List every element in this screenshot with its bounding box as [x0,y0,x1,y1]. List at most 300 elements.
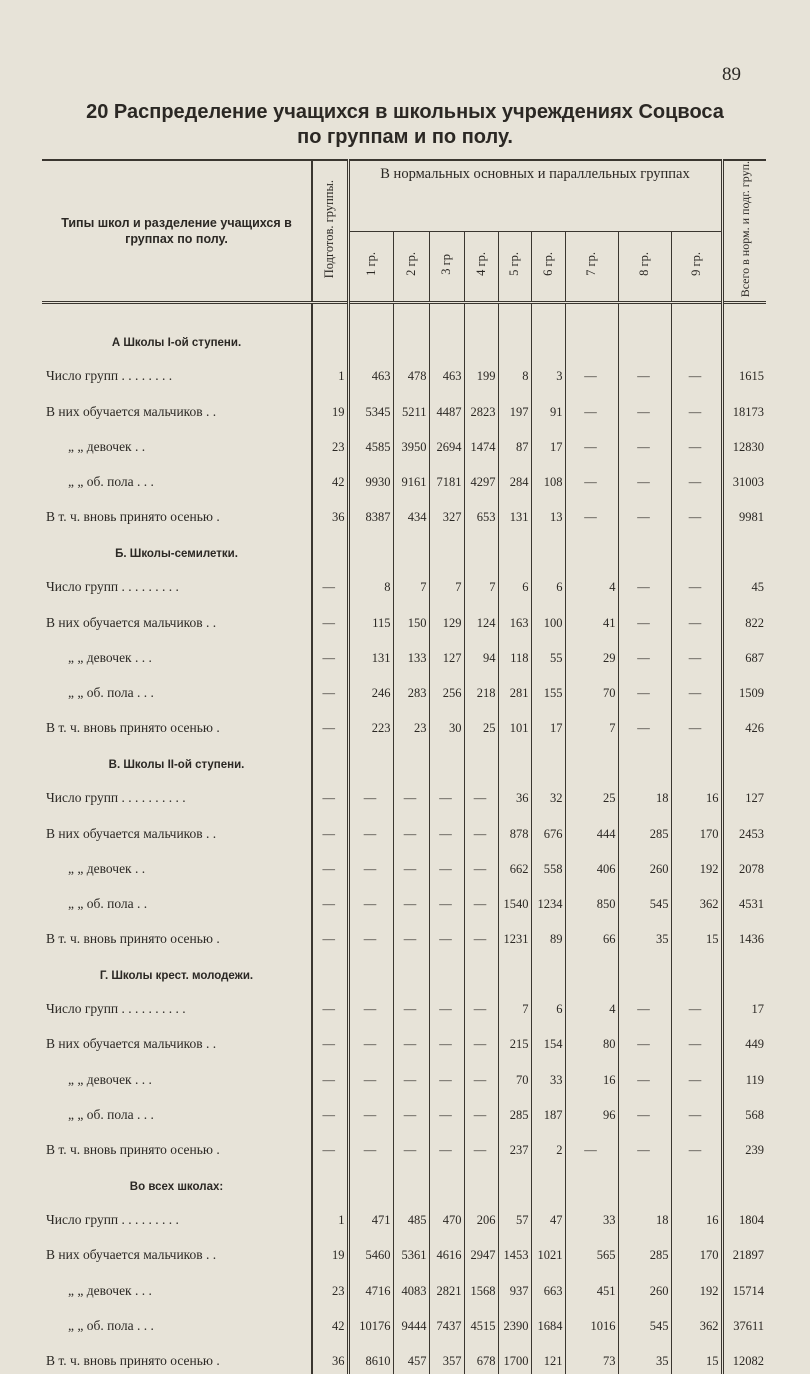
title-line-2: по группам и по полу. [297,126,513,148]
table-cell: 73 [565,1339,618,1374]
table-cell: 42 [312,1304,348,1339]
table-cell: 155 [531,671,565,706]
row-label-text: В них обучается мальчиков . . [46,1036,217,1052]
header-total-label: Всего в норм. и подг. груп. [737,161,752,298]
table-cell: 1804 [739,1213,765,1228]
table-cell: — [393,1022,429,1057]
table-cell: 8387 [348,495,393,530]
table-cell: 30 [429,706,464,741]
row-label-text: Число групп . . . . . . . . . . [46,1001,186,1017]
table-cell: 35 [618,1339,671,1374]
row-label-text: В т. ч. вновь принято осенью . [46,1142,220,1158]
row-label-text: „ „ об. пола . . . [68,1317,154,1333]
table-cell: 678 [464,1339,498,1374]
row-label [42,1022,312,1057]
row-label-text: „ „ девочек . . [68,860,146,876]
table-cell: — [429,1128,464,1163]
table-cell: 565 [565,1233,618,1268]
table-cell: 192 [671,847,722,882]
table-cell: — [348,811,393,846]
table-cell: 70 [565,671,618,706]
table-cell: — [671,1093,722,1128]
table-cell: 124 [464,600,498,635]
table-cell: — [393,1057,429,1092]
table-cell: 1509 [739,685,765,700]
table-cell: 850 [565,882,618,917]
table-cell: 676 [531,811,565,846]
table-cell: 6 [531,565,565,600]
section-title: Во всех школах: [42,1163,312,1198]
header-grade-label: 3 гр [439,254,453,275]
table-cell: — [671,565,722,600]
row-label-text: „ „ девочек . . [68,438,146,454]
table-cell: — [312,1057,348,1092]
row-label [42,1339,312,1374]
row-label [42,600,312,635]
header-grade-3 [429,231,464,303]
table-cell: 10176 [348,1304,393,1339]
table-cell: 2694 [429,425,464,460]
header-grade-1 [348,231,393,303]
header-grade-label: 7 гр. [584,252,598,277]
table-cell: 55 [531,636,565,671]
table-cell: — [393,847,429,882]
table-cell: 37611 [733,1318,765,1333]
table-cell: 4531 [739,896,765,911]
header-grade-label: 2 гр. [403,252,418,277]
table-cell: — [429,1022,464,1057]
row-label-text: В т. ч. вновь принято осенью . [46,720,220,736]
table-cell: 653 [464,495,498,530]
table-cell: 239 [745,1143,765,1158]
table-cell: 1436 [739,932,765,947]
table-cell: — [671,389,722,424]
table-cell: — [618,1057,671,1092]
table-cell: 1540 [498,882,531,917]
row-label [42,354,312,389]
table-cell: 31003 [732,475,765,490]
table-cell: 223 [348,706,393,741]
table-cell: 1568 [464,1268,498,1303]
row-label-text: „ „ девочек . . . [68,1282,152,1298]
table-cell: 66 [565,917,618,952]
table-cell: — [464,987,498,1022]
row-label [42,425,312,460]
table-cell: 4 [565,987,618,1022]
table-cell: 285 [618,811,671,846]
table-cell: 4616 [429,1233,464,1268]
table-cell: 163 [498,600,531,635]
table-cell: — [393,1128,429,1163]
table-cell: — [671,671,722,706]
row-label [42,671,312,706]
header-grade-4 [464,231,498,303]
table-cell: 7 [464,565,498,600]
table-cell: — [618,460,671,495]
row-label [42,1057,312,1092]
table-cell: 133 [393,636,429,671]
table-cell: 3 [531,354,565,389]
row-label-text: „ „ об. пола . . . [68,1106,154,1122]
table-cell: 94 [464,636,498,671]
table-row [42,1339,766,1374]
row-label [42,987,312,1022]
row-label-text: „ „ девочек . . . [68,1071,152,1087]
table-cell: — [618,565,671,600]
table-cell: — [429,847,464,882]
table-cell: 70 [498,1057,531,1092]
row-label-text: В них обучается мальчиков . . [46,403,217,419]
table-cell: — [312,671,348,706]
row-label-text: Число групп . . . . . . . . . . [46,790,186,806]
table-cell: 8 [348,565,393,600]
table-cell: 197 [498,389,531,424]
table-row [42,882,766,917]
table-cell: — [671,1057,722,1092]
table-cell: 470 [429,1198,464,1233]
table-cell: 118 [498,636,531,671]
table-cell: — [618,671,671,706]
table-cell: — [429,882,464,917]
table-cell: — [429,917,464,952]
header-prep [312,160,348,303]
table-cell: 108 [531,460,565,495]
row-label [42,460,312,495]
table-cell: 9444 [393,1304,429,1339]
table-cell: 12082 [732,1353,765,1368]
row-label-text: „ „ об. пола . . . [68,474,154,490]
table-cell: — [348,1093,393,1128]
table-cell: — [618,706,671,741]
table-row [42,636,766,671]
row-label [42,917,312,952]
table-cell: 2078 [739,861,765,876]
table-cell: 23 [312,425,348,460]
table-cell: 4083 [393,1268,429,1303]
section-title: В. Школы II-ой ступени. [42,741,312,776]
table-row [42,1233,766,1268]
table-cell: — [464,847,498,882]
table-cell: 215 [498,1022,531,1057]
table-cell: 663 [531,1268,565,1303]
table-cell: 2453 [739,826,765,841]
table-cell: — [565,1128,618,1163]
title-line-1: 20 Распределение учащихся в школьных учреждениях Соцвоса [86,101,724,123]
table-cell: 281 [498,671,531,706]
table-cell: 1474 [464,425,498,460]
table-cell: 1684 [531,1304,565,1339]
row-label-text: В них обучается мальчиков . . [46,1247,217,1263]
table-cell: 662 [498,847,531,882]
header-normal-groups: В нормальных основных и параллельных группах [348,160,722,231]
table-cell: 260 [618,1268,671,1303]
table-cell: 170 [671,811,722,846]
table-cell: 36 [312,495,348,530]
table-cell: — [671,636,722,671]
table-cell: — [393,776,429,811]
table-cell: 457 [393,1339,429,1374]
table-row [42,1022,766,1057]
table-cell: — [618,389,671,424]
table-cell: 4585 [348,425,393,460]
table-cell: 237 [498,1128,531,1163]
table-cell: 35 [618,917,671,952]
table-cell: — [312,600,348,635]
table-cell: 119 [745,1072,765,1087]
table-cell: 100 [531,600,565,635]
row-label-text: В т. ч. вновь принято осенью . [46,1352,220,1368]
table-cell: 17 [751,1002,765,1017]
section-title: А Школы I-ой ступени. [42,319,312,354]
table-cell: 284 [498,460,531,495]
table-cell: 545 [618,882,671,917]
table-cell: 18 [618,776,671,811]
table-cell: — [565,460,618,495]
table-cell: 2823 [464,389,498,424]
row-label [42,1198,312,1233]
table-cell: 822 [745,615,765,630]
table-cell: 199 [464,354,498,389]
row-label [42,776,312,811]
table-cell: 8 [498,354,531,389]
table-cell: 937 [498,1268,531,1303]
section-header-row [42,530,766,565]
table-cell: — [565,354,618,389]
table-cell: 4297 [464,460,498,495]
header-grade-label: 8 гр. [637,252,651,277]
row-label [42,565,312,600]
table-cell: — [429,811,464,846]
table-cell: — [464,917,498,952]
table-cell: 36 [312,1339,348,1374]
table-cell: 285 [618,1233,671,1268]
table-row [42,706,766,741]
table-cell: 327 [429,495,464,530]
table-cell: 6 [498,565,531,600]
table-cell: 558 [531,847,565,882]
table-cell: — [618,1128,671,1163]
row-label-text: В них обучается мальчиков . . [46,825,217,841]
row-label [42,1304,312,1339]
row-label [42,706,312,741]
table-cell: — [618,1022,671,1057]
header-types: Типы школ и разделение учащихся в группах по полу. [42,160,312,303]
table-cell: — [671,354,722,389]
header-grade-6 [531,231,565,303]
table-cell: — [464,811,498,846]
row-label [42,1128,312,1163]
table-row [42,600,766,635]
table-cell: 1700 [498,1339,531,1374]
section-header-row [42,1163,766,1198]
table-cell: 406 [565,847,618,882]
table-cell: — [348,917,393,952]
table-cell: 7181 [429,460,464,495]
table-cell: 2 [531,1128,565,1163]
table-cell: 131 [348,636,393,671]
table-cell: 87 [498,425,531,460]
table-row [42,389,766,424]
table-cell: — [312,1022,348,1057]
section-title: Б. Школы-семилетки. [42,530,312,565]
table-cell: 16 [565,1057,618,1092]
table-cell: 206 [464,1198,498,1233]
table-cell: 9981 [739,510,765,525]
table-cell: — [671,600,722,635]
table-cell: 121 [531,1339,565,1374]
table-cell: 463 [348,354,393,389]
header-grade-label: 5 гр. [507,252,521,277]
row-label-text: Число групп . . . . . . . . . [46,1212,179,1228]
table-row [42,811,766,846]
table-cell: — [312,847,348,882]
table-cell: 7 [565,706,618,741]
table-row [42,776,766,811]
header-grade-2 [393,231,429,303]
table-cell: — [618,636,671,671]
table-cell: — [671,460,722,495]
table-cell: — [393,811,429,846]
statistics-table [42,159,766,1374]
table-cell: 127 [745,791,765,806]
table-cell: 57 [498,1198,531,1233]
table-cell: 4716 [348,1268,393,1303]
table-cell: — [464,882,498,917]
table-cell: — [618,1093,671,1128]
table-cell: 42 [312,460,348,495]
table-cell: — [348,1057,393,1092]
table-cell: 89 [531,917,565,952]
table-cell: 1 [312,1198,348,1233]
table-cell: — [618,495,671,530]
table-cell: — [312,882,348,917]
table-cell: — [348,987,393,1022]
row-label [42,847,312,882]
table-cell: 170 [671,1233,722,1268]
table-row [42,1304,766,1339]
table-cell: 15 [671,917,722,952]
table-cell: 23 [312,1268,348,1303]
table-cell: — [464,776,498,811]
table-row [42,354,766,389]
table-cell: — [312,987,348,1022]
table-cell: 21897 [732,1248,765,1263]
table-cell: 246 [348,671,393,706]
table-cell: 154 [531,1022,565,1057]
table-cell: 25 [565,776,618,811]
table-cell: 878 [498,811,531,846]
row-label-text: „ „ девочек . . . [68,649,152,665]
table-cell: — [429,987,464,1022]
table-cell: — [671,987,722,1022]
table-cell: 7 [429,565,464,600]
table-cell: — [464,1128,498,1163]
table-cell: 256 [429,671,464,706]
table-cell: 33 [565,1198,618,1233]
table-cell: — [312,776,348,811]
table-cell: — [618,987,671,1022]
table-row [42,460,766,495]
table-row [42,1128,766,1163]
row-label-text: Число групп . . . . . . . . . [46,579,179,595]
section-header-row [42,952,766,987]
header-grade-label: 1 гр. [363,252,378,277]
table-cell: 9930 [348,460,393,495]
header-grade-5 [498,231,531,303]
table-cell: — [429,1093,464,1128]
table-cell: 9161 [393,460,429,495]
table-cell: — [348,1022,393,1057]
table-cell: 12830 [732,439,765,454]
table-cell: 218 [464,671,498,706]
table-cell: — [393,987,429,1022]
table-cell: 18 [618,1198,671,1233]
table-cell: — [348,882,393,917]
table-cell: 451 [565,1268,618,1303]
table-cell: 478 [393,354,429,389]
table-cell: — [618,354,671,389]
table-cell: 485 [393,1198,429,1233]
table-cell: 17 [531,425,565,460]
header-prep-label: Подготов. группы. [322,180,337,279]
table-cell: 3950 [393,425,429,460]
table-cell: 2390 [498,1304,531,1339]
header-grade-label: 4 гр. [473,252,488,277]
table-cell: 285 [498,1093,531,1128]
row-label [42,1233,312,1268]
table-cell: 45 [751,580,765,595]
row-label-text: „ „ об. пола . . . [68,684,154,700]
table-row [42,1057,766,1092]
row-label [42,1093,312,1128]
table-cell: 127 [429,636,464,671]
table-cell: 449 [745,1037,765,1052]
table-cell: 444 [565,811,618,846]
table-cell: 434 [393,495,429,530]
table-cell: 96 [565,1093,618,1128]
table-cell: — [565,425,618,460]
row-label-text: В т. ч. вновь принято осенью . [46,931,220,947]
table-cell: 4 [565,565,618,600]
table-cell: 129 [429,600,464,635]
table-row [42,1268,766,1303]
table-cell: 5345 [348,389,393,424]
row-label-text: Число групп . . . . . . . . [46,368,173,384]
table-cell: 29 [565,636,618,671]
table-cell: 19 [312,1233,348,1268]
table-cell: 15714 [732,1283,765,1298]
header-grade-8 [618,231,671,303]
table-cell: 17 [531,706,565,741]
table-cell: 1453 [498,1233,531,1268]
table-cell: 1 [312,354,348,389]
table-cell: 187 [531,1093,565,1128]
table-cell: — [312,636,348,671]
table-cell: — [393,1093,429,1128]
table-cell: — [671,1128,722,1163]
table-cell: 33 [531,1057,565,1092]
table-row [42,847,766,882]
table-cell: 6 [531,987,565,1022]
table-cell: 1231 [498,917,531,952]
table-cell: 23 [393,706,429,741]
table-cell: 4487 [429,389,464,424]
table-cell: 362 [671,882,722,917]
table-cell: 18173 [732,404,765,419]
table-cell: — [618,600,671,635]
table-cell: — [618,425,671,460]
table-cell: 1615 [739,369,765,384]
